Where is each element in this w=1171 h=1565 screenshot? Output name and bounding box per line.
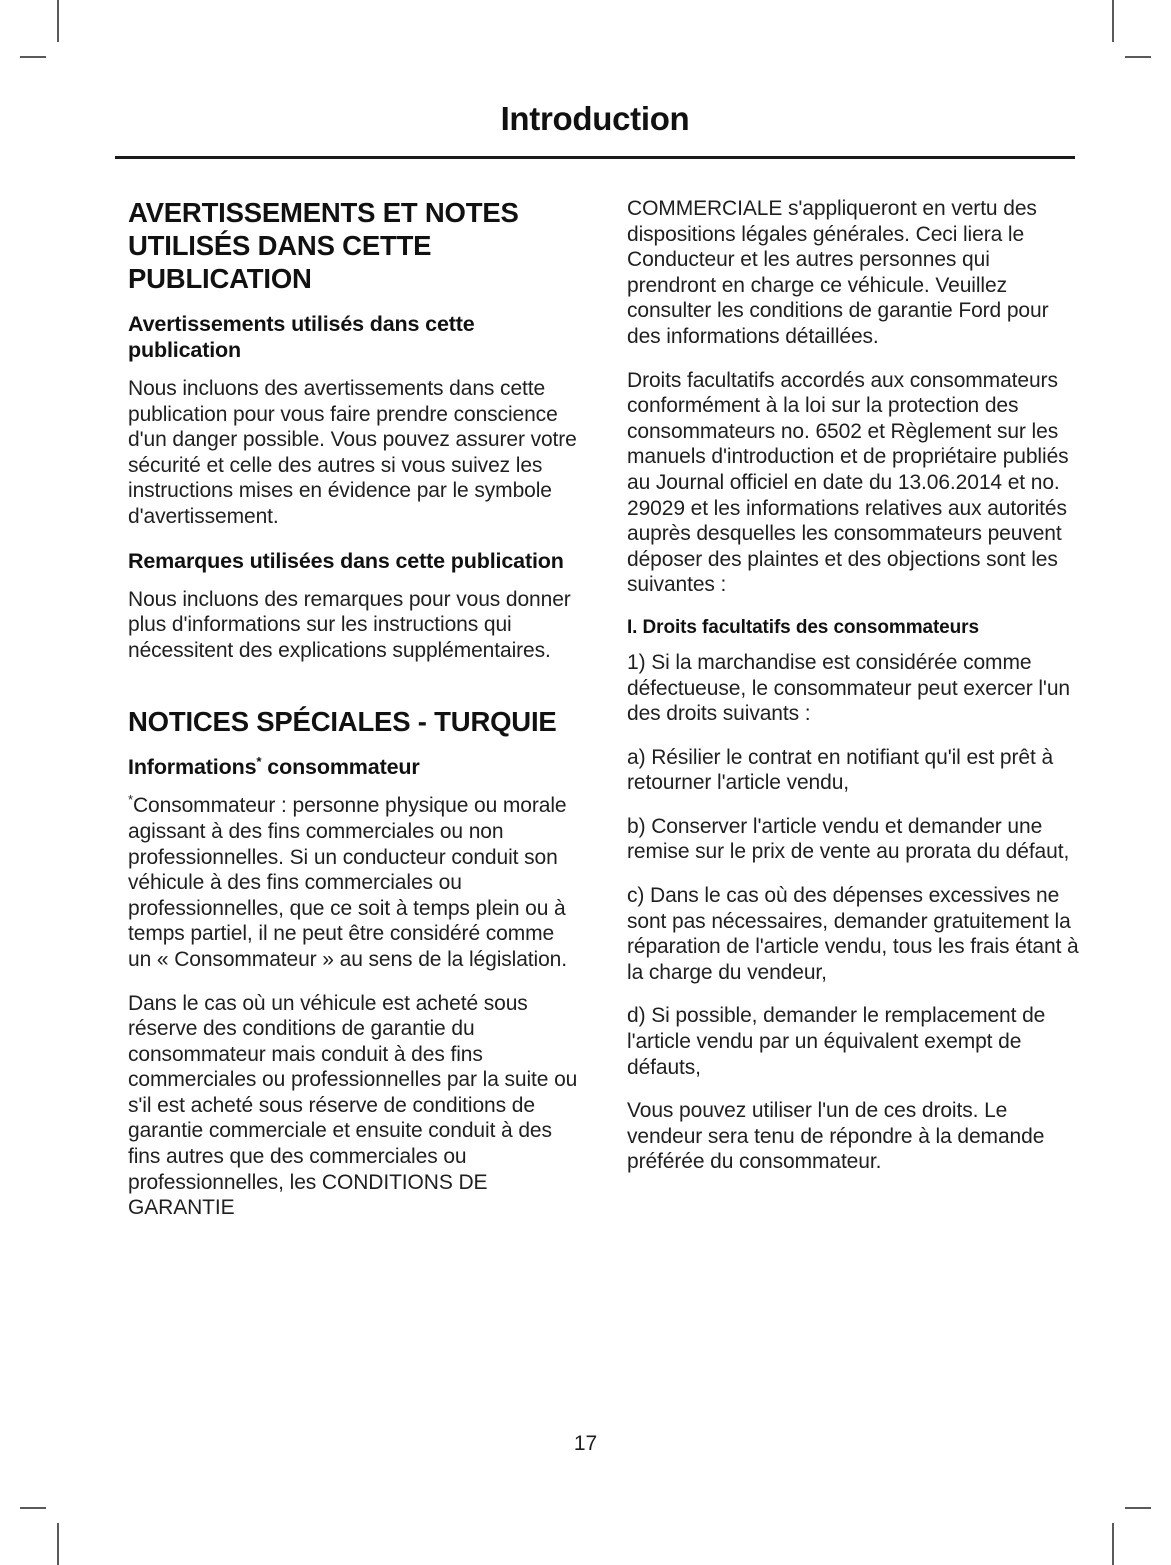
crop-mark-top-left-horizontal xyxy=(20,56,46,58)
footnote-asterisk-inline: * xyxy=(128,792,133,808)
paragraph-optional-rights-law: Droits facultatifs accordés aux consommateurs conformément à la loi sur la protection des consommateurs no. 6502 et Règlement sur les manuels d'introduction et de propriétaire publiés au Journal officiel en date du 13.06.2014 et no. 29029 et les informations relatives aux autorités auprès desquelles les consommateurs peuvent déposer des plaintes et des objections sont les suivantes : xyxy=(627,368,1069,597)
subheading-warnings-used: Avertissements utilisés dans cette publication xyxy=(128,312,475,362)
right-column xyxy=(627,196,1079,1221)
two-column-body xyxy=(128,196,1078,1221)
page-title: Introduction xyxy=(500,100,690,137)
subheading-consumer-information-text-tail: consommateur xyxy=(261,755,420,780)
list-item-a: a) Résilier le contrat en notifiant qu'il est prêt à retourner l'article vendu, xyxy=(627,745,1054,795)
section-heading-special-notices-turkey: NOTICES SPÉCIALES - TURQUIE xyxy=(128,706,557,738)
footnote-asterisk-marker: * xyxy=(256,754,262,770)
left-column xyxy=(128,196,580,1221)
paragraph-notes-used: Nous incluons des remarques pour vous donner plus d'informations sur les instructions qui nécessitent des explications supplémentaires. xyxy=(128,587,571,662)
list-item-1: 1) Si la marchandise est considérée comme défectueuse, le consommateur peut exercer l'un des droits suivants : xyxy=(627,650,1070,726)
page-number: 17 xyxy=(573,1432,598,1455)
crop-mark-bottom-right-vertical xyxy=(1112,1523,1114,1565)
paragraph-warnings-used: Nous incluons des avertissements dans cette publication pour vous faire prendre conscience d'un danger possible. Vous pouvez assurer votre sécurité et celle des autres si vous suivez les instructions mises en évidence par le symbole d'avertissement. xyxy=(128,377,577,528)
paragraph-closing-rights: Vous pouvez utiliser l'un de ces droits. Le vendeur sera tenu de répondre à la demande préférée du consommateur. xyxy=(627,1099,1045,1174)
paragraph-consumer-definition xyxy=(128,793,580,972)
list-item-c: c) Dans le cas où des dépenses excessives ne sont pas nécessaires, demander gratuitement la réparation de l'article vendu, tous les frais étant à la charge du vendeur, xyxy=(627,884,1079,984)
subheading-notes-used: Remarques utilisées dans cette publication xyxy=(128,548,564,573)
subheading-consumer-optional-rights: I. Droits facultatifs des consommateurs xyxy=(627,616,979,638)
subheading-consumer-information xyxy=(128,754,580,780)
list-item-b: b) Conserver l'article vendu et demander une remise sur le prix de vente au prorata du défaut, xyxy=(627,814,1070,864)
running-header xyxy=(115,100,1075,158)
paragraph-consumer-definition-text: Consommateur : personne physique ou morale agissant à des fins commerciales ou non professionnelles. Si un conducteur conduit son véhicule à des fins commerciales ou professionnelles, que ce soit à temps plein ou à temps partiel, il ne peut être considéré comme un « Consommateur » au sens de la législation. xyxy=(128,794,567,971)
crop-mark-top-right-horizontal xyxy=(1125,56,1151,58)
paragraph-commercial-warranty-continued: COMMERCIALE s'appliqueront en vertu des dispositions légales générales. Ceci liera le Conducteur et les autres personnes qui prendront en charge ce véhicule. Veuillez consulter les conditions de garantie Ford pour des informations détaillées. xyxy=(627,197,1049,348)
crop-mark-top-right-vertical xyxy=(1112,0,1114,42)
crop-mark-bottom-left-vertical xyxy=(57,1523,59,1565)
crop-mark-top-left-vertical xyxy=(57,0,59,42)
section-heading-warnings-and-notes: AVERTISSEMENTS ET NOTES UTILISÉS DANS CETTE PUBLICATION xyxy=(128,197,519,294)
list-item-d: d) Si possible, demander le remplacement de l'article vendu par un équivalent exempt de défauts, xyxy=(627,1004,1046,1079)
subheading-consumer-information-text: Informations xyxy=(128,755,257,780)
header-divider-rule xyxy=(115,156,1075,159)
crop-mark-bottom-right-horizontal xyxy=(1125,1507,1151,1509)
crop-mark-bottom-left-horizontal xyxy=(20,1507,46,1509)
paragraph-warranty-conditions: Dans le cas où un véhicule est acheté sous réserve des conditions de garantie du consommateur mais conduit à des fins commerciales ou professionnelles par la suite ou s'il est acheté sous réserve de conditions de garantie commerciale et ensuite conduit à des fins autres que des commerciales ou professionnelles, les CONDITIONS DE GARANTIE xyxy=(128,991,578,1220)
